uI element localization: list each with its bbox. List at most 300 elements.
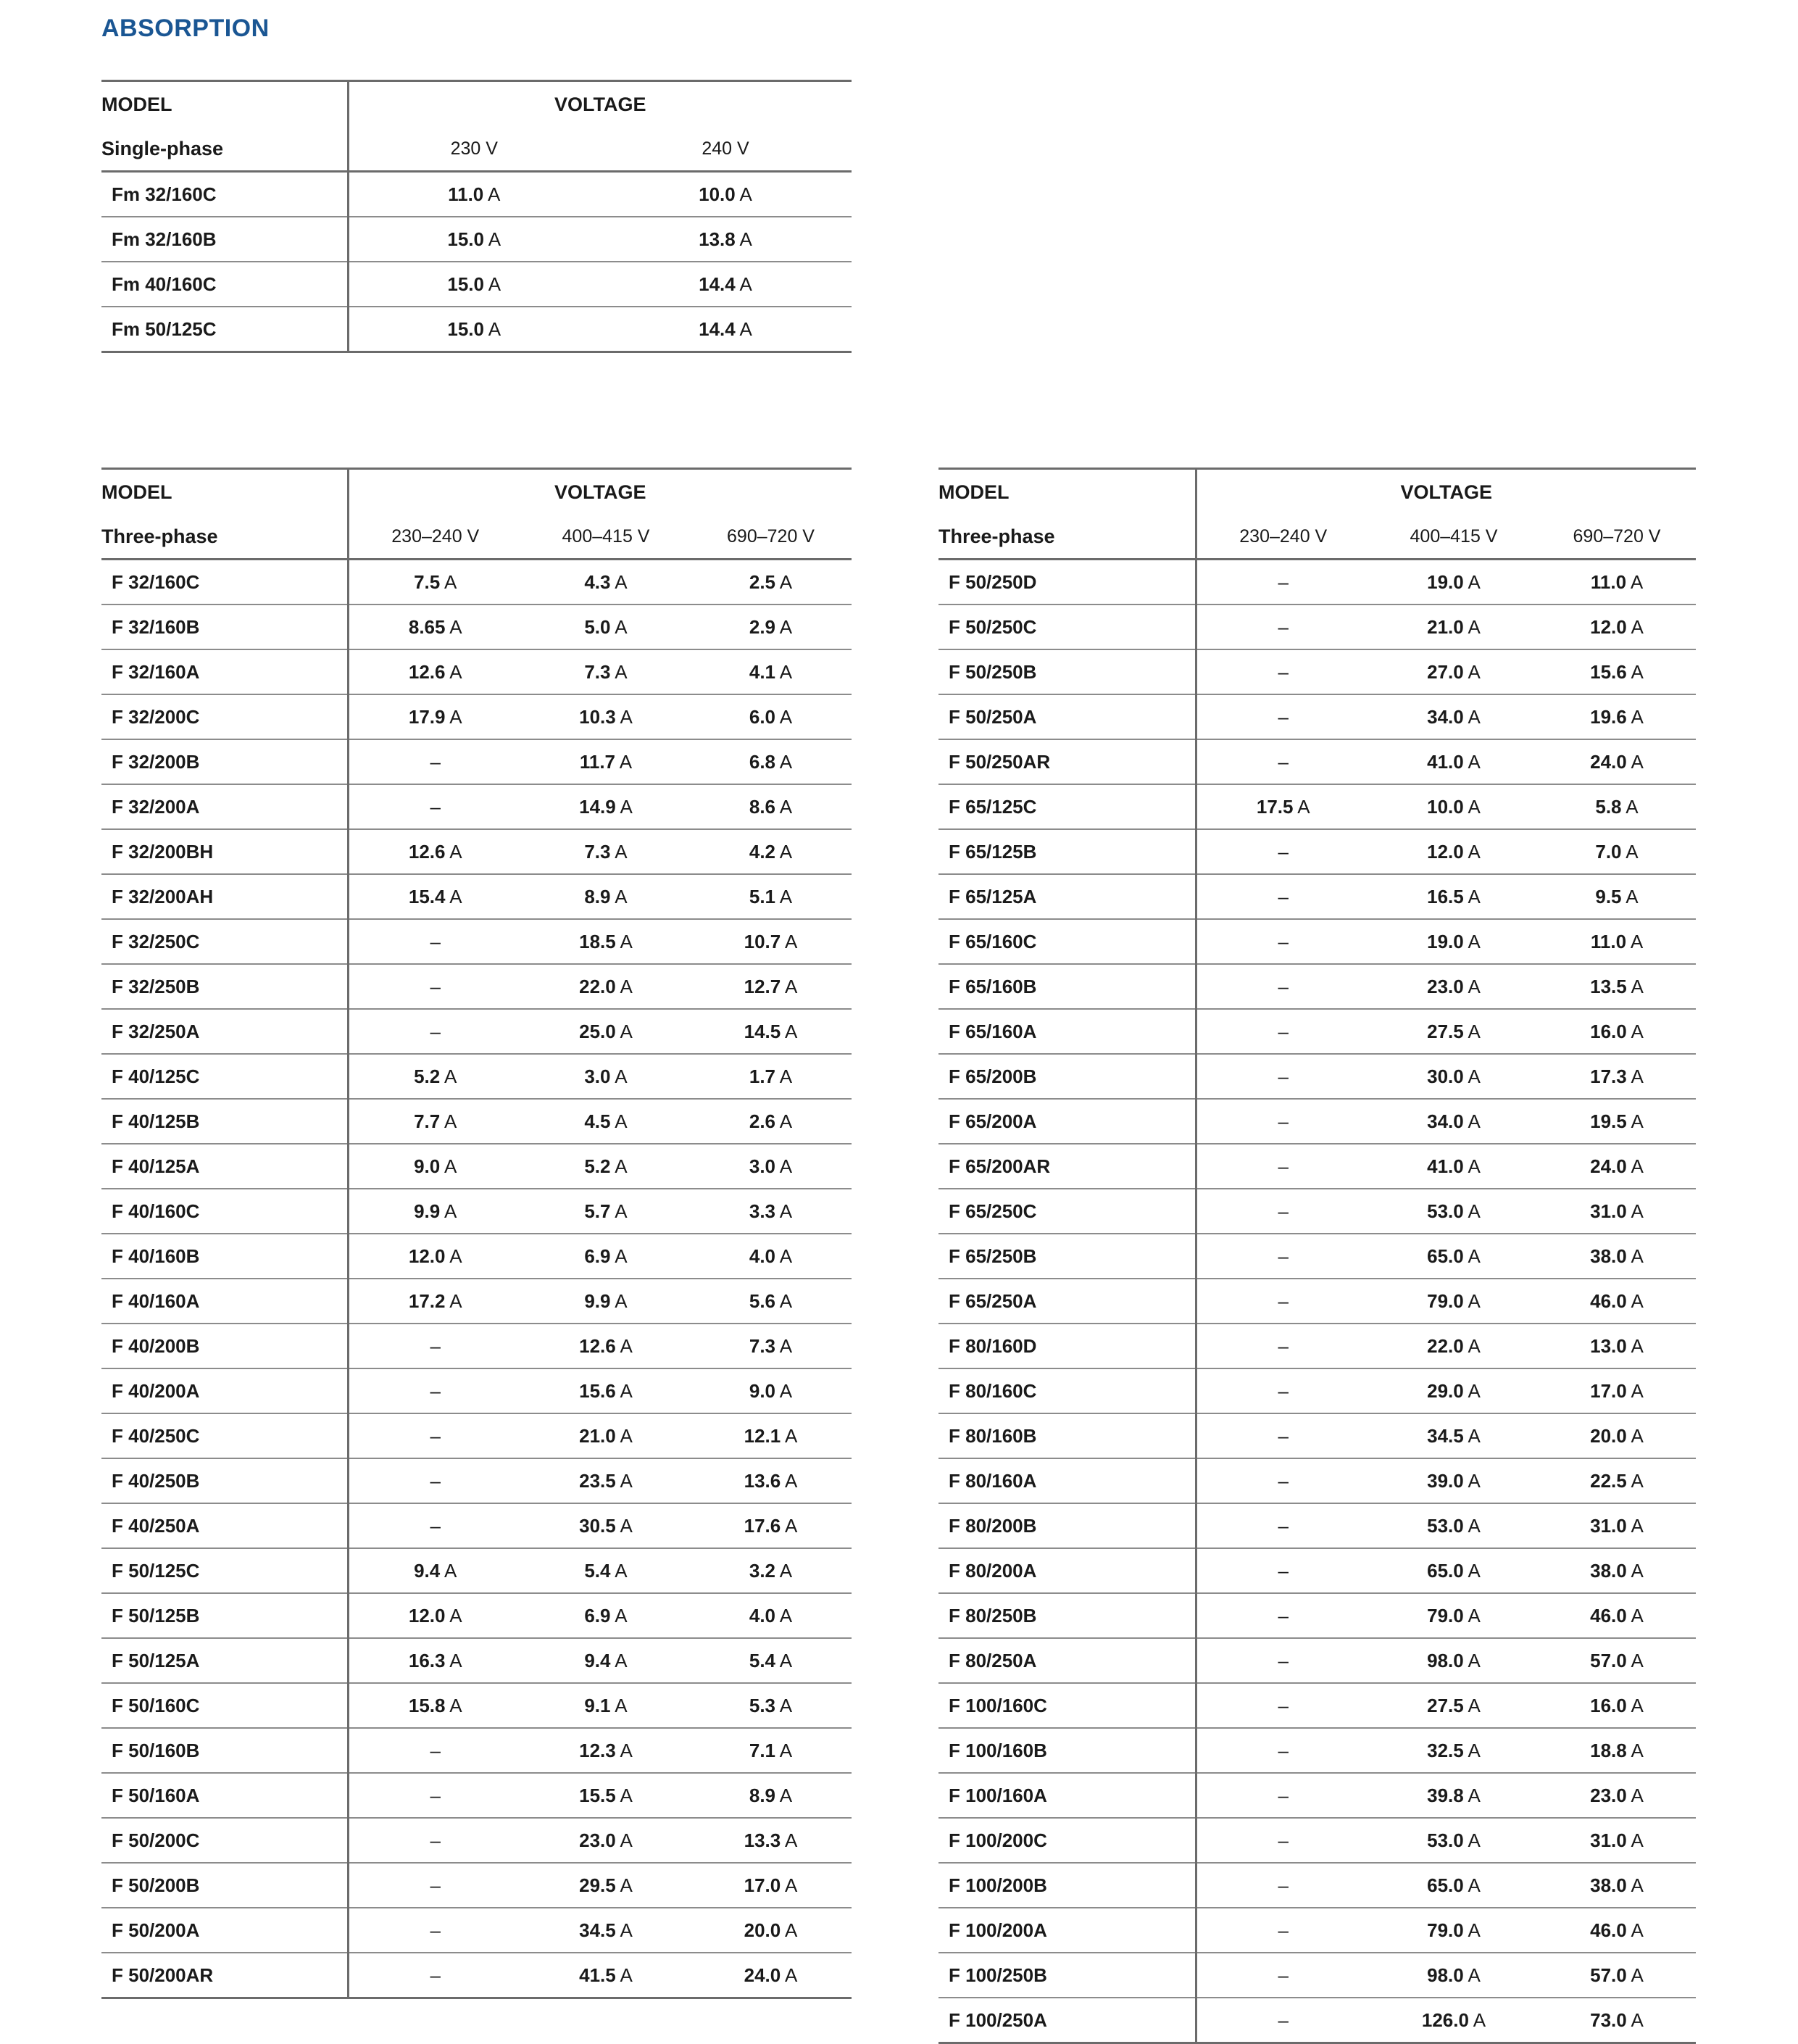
value-unit: A: [483, 228, 501, 250]
cell-model: F 50/200B: [101, 1863, 348, 1908]
table-row: [938, 1548, 1696, 1593]
cell-absorption-value: [522, 1189, 690, 1234]
value-unit: A: [1621, 885, 1639, 907]
value-number: 5.2: [584, 1155, 611, 1177]
value-number: 30.0: [1427, 1065, 1464, 1087]
cell-absorption-value: [599, 172, 852, 217]
value-number: 5.4: [749, 1649, 776, 1671]
value-not-available: –: [1278, 885, 1289, 907]
cell-absorption-value: [1196, 1458, 1370, 1503]
cell-absorption-value: [348, 784, 522, 829]
value-not-available: –: [430, 1334, 441, 1357]
table-row: [938, 1998, 1696, 2043]
cell-absorption-value: [1538, 1054, 1696, 1099]
three-phase-left-table-body: [101, 469, 852, 1998]
cell-absorption-value: [522, 829, 690, 874]
value-number: 14.5: [744, 1020, 781, 1042]
value-number: 15.6: [579, 1379, 616, 1402]
cell-model: F 80/200A: [938, 1548, 1196, 1593]
value-number: 30.5: [579, 1514, 616, 1537]
cell-absorption-value: [348, 1683, 522, 1728]
value-unit: A: [615, 1334, 633, 1357]
value-number: 12.1: [744, 1424, 781, 1447]
cell-absorption-value: [522, 1009, 690, 1054]
cell-absorption-value: [1196, 1413, 1370, 1458]
cell-model: F 100/160B: [938, 1728, 1196, 1773]
table-subheader-row: [101, 127, 852, 172]
value-unit: A: [615, 930, 633, 952]
value-unit: A: [610, 1110, 628, 1132]
value-unit: A: [483, 317, 501, 340]
cell-model: F 65/125A: [938, 874, 1196, 919]
value-number: 12.6: [408, 660, 446, 683]
value-unit: A: [735, 317, 752, 340]
cell-absorption-value: [1196, 919, 1370, 964]
value-unit: A: [775, 750, 793, 773]
value-number: 19.0: [1427, 570, 1464, 593]
cell-absorption-value: [348, 172, 599, 217]
value-unit: A: [610, 615, 628, 638]
value-unit: A: [1626, 705, 1644, 728]
value-unit: A: [440, 1559, 457, 1582]
value-number: 13.8: [699, 228, 736, 250]
value-unit: A: [1626, 2008, 1644, 2031]
value-number: 7.5: [414, 570, 441, 593]
table-row: [938, 1503, 1696, 1548]
cell-model: F 80/250A: [938, 1638, 1196, 1683]
cell-absorption-value: [348, 1773, 522, 1818]
value-unit: A: [610, 840, 628, 863]
cell-absorption-value: [690, 1818, 852, 1863]
table-row: [101, 307, 852, 352]
table-row: [938, 1863, 1696, 1908]
value-number: 7.3: [584, 840, 611, 863]
value-unit: A: [440, 1110, 457, 1132]
cell-model: F 65/160A: [938, 1009, 1196, 1054]
cell-absorption-value: [522, 605, 690, 649]
cell-absorption-value: [348, 1009, 522, 1054]
cell-model: F 32/250B: [101, 964, 348, 1009]
cell-absorption-value: [522, 919, 690, 964]
cell-absorption-value: [1196, 1234, 1370, 1279]
cell-absorption-value: [1538, 739, 1696, 784]
cell-absorption-value: [348, 1863, 522, 1908]
value-unit: A: [445, 840, 462, 863]
cell-absorption-value: [690, 1548, 852, 1593]
value-unit: A: [1463, 1424, 1481, 1447]
value-number: 65.0: [1427, 1874, 1464, 1896]
value-unit: A: [615, 795, 633, 818]
table-row: [101, 1413, 852, 1458]
value-number: 12.0: [1590, 615, 1627, 638]
value-number: 13.6: [744, 1469, 781, 1492]
value-number: 98.0: [1427, 1649, 1464, 1671]
cell-model: F 100/250B: [938, 1953, 1196, 1998]
value-not-available: –: [430, 1784, 441, 1806]
cell-absorption-value: [1538, 919, 1696, 964]
value-not-available: –: [1278, 1604, 1289, 1627]
cell-absorption-value: [522, 560, 690, 605]
value-unit: A: [775, 1559, 793, 1582]
value-not-available: –: [1278, 2008, 1289, 2031]
value-unit: A: [1463, 1020, 1481, 1042]
table-row: [101, 1189, 852, 1234]
table-row: [938, 1638, 1696, 1683]
value-unit: A: [775, 1065, 793, 1087]
cell-absorption-value: [1370, 1503, 1538, 1548]
value-unit: A: [1468, 2008, 1486, 2031]
value-not-available: –: [1278, 1424, 1289, 1447]
subheader-phase: Three-phase: [101, 515, 348, 560]
value-number: 10.7: [744, 930, 781, 952]
cell-absorption-value: [348, 1908, 522, 1953]
value-not-available: –: [1278, 1919, 1289, 1941]
value-unit: A: [1626, 1379, 1644, 1402]
cell-absorption-value: [522, 1054, 690, 1099]
value-unit: A: [440, 1155, 457, 1177]
cell-absorption-value: [522, 1099, 690, 1144]
value-unit: A: [1463, 1200, 1481, 1222]
value-number: 19.6: [1590, 705, 1627, 728]
value-number: 5.3: [749, 1694, 776, 1716]
cell-absorption-value: [522, 1503, 690, 1548]
cell-model: F 65/250C: [938, 1189, 1196, 1234]
table-row: [101, 1593, 852, 1638]
cell-absorption-value: [1538, 1503, 1696, 1548]
value-unit: A: [781, 1514, 798, 1537]
value-unit: A: [781, 1919, 798, 1941]
value-not-available: –: [430, 930, 441, 952]
value-number: 17.5: [1256, 795, 1294, 818]
table-row: [101, 1863, 852, 1908]
value-unit: A: [1626, 1245, 1644, 1267]
value-not-available: –: [1278, 1020, 1289, 1042]
value-number: 6.9: [584, 1245, 611, 1267]
cell-model: F 100/200A: [938, 1908, 1196, 1953]
cell-model: Fm 40/160C: [101, 262, 348, 307]
value-unit: A: [775, 705, 793, 728]
value-unit: A: [775, 840, 793, 863]
value-number: 23.0: [1590, 1784, 1627, 1806]
table-row: [938, 1728, 1696, 1773]
cell-absorption-value: [1538, 560, 1696, 605]
cell-absorption-value: [599, 307, 852, 352]
cell-absorption-value: [1538, 784, 1696, 829]
cell-model: F 80/160A: [938, 1458, 1196, 1503]
cell-absorption-value: [1538, 964, 1696, 1009]
cell-absorption-value: [1370, 1324, 1538, 1368]
table-row: [101, 649, 852, 694]
value-number: 41.5: [579, 1964, 616, 1986]
table-row: [938, 605, 1696, 649]
value-not-available: –: [1278, 1334, 1289, 1357]
value-unit: A: [1626, 1334, 1644, 1357]
value-unit: A: [1626, 1604, 1644, 1627]
table-row: [101, 605, 852, 649]
cell-absorption-value: [1538, 1593, 1696, 1638]
cell-model: F 65/125C: [938, 784, 1196, 829]
cell-absorption-value: [1196, 1503, 1370, 1548]
cell-absorption-value: [1196, 1189, 1370, 1234]
value-unit: A: [1621, 840, 1639, 863]
value-unit: A: [445, 705, 462, 728]
value-number: 12.3: [579, 1739, 616, 1761]
value-not-available: –: [1278, 975, 1289, 997]
cell-absorption-value: [348, 1728, 522, 1773]
cell-absorption-value: [690, 1683, 852, 1728]
value-unit: A: [735, 273, 752, 295]
cell-model: F 40/200B: [101, 1324, 348, 1368]
table-row: [101, 1953, 852, 1998]
value-unit: A: [615, 975, 633, 997]
value-number: 25.0: [579, 1020, 616, 1042]
value-number: 16.3: [408, 1649, 446, 1671]
cell-absorption-value: [522, 874, 690, 919]
cell-model: F 32/250A: [101, 1009, 348, 1054]
cell-absorption-value: [690, 1009, 852, 1054]
value-unit: A: [1626, 930, 1644, 952]
value-not-available: –: [1278, 1649, 1289, 1671]
cell-absorption-value: [522, 649, 690, 694]
cell-model: F 40/200A: [101, 1368, 348, 1413]
value-not-available: –: [1278, 1289, 1289, 1312]
value-number: 8.6: [749, 795, 776, 818]
cell-absorption-value: [522, 1683, 690, 1728]
table-row: [101, 874, 852, 919]
cell-absorption-value: [1370, 919, 1538, 964]
cell-model: F 50/250D: [938, 560, 1196, 605]
value-number: 9.0: [749, 1379, 776, 1402]
cell-absorption-value: [1370, 1998, 1538, 2043]
cell-absorption-value: [1370, 649, 1538, 694]
cell-absorption-value: [599, 217, 852, 262]
table-row: [938, 829, 1696, 874]
value-unit: A: [445, 615, 462, 638]
value-unit: A: [1626, 615, 1644, 638]
cell-model: F 40/250A: [101, 1503, 348, 1548]
cell-absorption-value: [1538, 1324, 1696, 1368]
cell-absorption-value: [348, 1099, 522, 1144]
value-number: 65.0: [1427, 1559, 1464, 1582]
cell-model: F 100/200C: [938, 1818, 1196, 1863]
value-not-available: –: [430, 1874, 441, 1896]
value-unit: A: [1626, 660, 1644, 683]
cell-absorption-value: [1196, 784, 1370, 829]
value-number: 7.1: [749, 1739, 776, 1761]
value-not-available: –: [430, 1964, 441, 1986]
value-unit: A: [1463, 1514, 1481, 1537]
cell-absorption-value: [690, 739, 852, 784]
value-number: 39.0: [1427, 1469, 1464, 1492]
cell-absorption-value: [1538, 1009, 1696, 1054]
header-voltage: VOLTAGE: [1196, 469, 1696, 515]
value-number: 12.6: [408, 840, 446, 863]
cell-absorption-value: [522, 1458, 690, 1503]
value-not-available: –: [1278, 1784, 1289, 1806]
cell-absorption-value: [348, 605, 522, 649]
cell-absorption-value: [522, 1863, 690, 1908]
value-number: 32.5: [1427, 1739, 1464, 1761]
value-number: 11.7: [579, 750, 616, 773]
cell-absorption-value: [690, 1413, 852, 1458]
value-number: 57.0: [1590, 1649, 1627, 1671]
cell-absorption-value: [1538, 1413, 1696, 1458]
value-number: 4.5: [584, 1110, 611, 1132]
value-unit: A: [775, 1379, 793, 1402]
value-unit: A: [775, 1739, 793, 1761]
value-unit: A: [610, 1289, 628, 1312]
cell-absorption-value: [690, 1458, 852, 1503]
value-number: 11.0: [1590, 570, 1627, 593]
cell-absorption-value: [348, 262, 599, 307]
value-unit: A: [1621, 795, 1639, 818]
cell-absorption-value: [1538, 1953, 1696, 1998]
value-not-available: –: [430, 750, 441, 773]
value-unit: A: [1463, 1829, 1481, 1851]
value-unit: A: [1626, 1110, 1644, 1132]
table-row: [938, 1458, 1696, 1503]
value-not-available: –: [1278, 1739, 1289, 1761]
cell-absorption-value: [690, 919, 852, 964]
cell-absorption-value: [522, 1908, 690, 1953]
value-not-available: –: [1278, 1874, 1289, 1896]
value-unit: A: [610, 1065, 628, 1087]
value-unit: A: [1626, 1469, 1644, 1492]
value-number: 9.4: [414, 1559, 441, 1582]
cell-absorption-value: [1196, 1099, 1370, 1144]
cell-absorption-value: [1370, 1683, 1538, 1728]
header-voltage: VOLTAGE: [348, 81, 852, 128]
value-unit: A: [1463, 1379, 1481, 1402]
value-not-available: –: [1278, 1469, 1289, 1492]
value-not-available: –: [430, 1424, 441, 1447]
cell-absorption-value: [1370, 1054, 1538, 1099]
value-not-available: –: [1278, 1155, 1289, 1177]
value-unit: A: [610, 885, 628, 907]
value-unit: A: [483, 273, 501, 295]
value-number: 29.5: [579, 1874, 616, 1896]
cell-absorption-value: [690, 1368, 852, 1413]
value-number: 4.1: [749, 660, 776, 683]
cell-absorption-value: [522, 694, 690, 739]
value-not-available: –: [430, 975, 441, 997]
value-number: 12.6: [579, 1334, 616, 1357]
cell-absorption-value: [348, 1144, 522, 1189]
value-unit: A: [1463, 1604, 1481, 1627]
value-number: 17.0: [1590, 1379, 1627, 1402]
value-number: 8.9: [749, 1784, 776, 1806]
cell-model: F 32/200A: [101, 784, 348, 829]
cell-model: F 65/200B: [938, 1054, 1196, 1099]
table-row: [101, 1144, 852, 1189]
cell-absorption-value: [690, 964, 852, 1009]
value-number: 14.4: [699, 273, 736, 295]
cell-absorption-value: [1370, 784, 1538, 829]
value-number: 29.0: [1427, 1379, 1464, 1402]
value-number: 57.0: [1590, 1964, 1627, 1986]
cell-absorption-value: [348, 1189, 522, 1234]
value-unit: A: [1626, 1424, 1644, 1447]
value-number: 39.8: [1427, 1784, 1464, 1806]
cell-absorption-value: [522, 1548, 690, 1593]
cell-absorption-value: [348, 1638, 522, 1683]
value-unit: A: [1463, 1289, 1481, 1312]
cell-absorption-value: [522, 1593, 690, 1638]
page-title: ABSORPTION: [101, 14, 270, 42]
value-not-available: –: [1278, 1559, 1289, 1582]
value-number: 20.0: [1590, 1424, 1627, 1447]
cell-absorption-value: [1196, 1863, 1370, 1908]
cell-model: F 32/200B: [101, 739, 348, 784]
value-not-available: –: [1278, 1514, 1289, 1537]
value-unit: A: [1463, 1964, 1481, 1986]
value-unit: A: [1626, 1919, 1644, 1941]
table-row: [938, 1593, 1696, 1638]
cell-absorption-value: [1538, 1908, 1696, 1953]
value-unit: A: [615, 1829, 633, 1851]
cell-absorption-value: [1538, 1548, 1696, 1593]
cell-absorption-value: [348, 1279, 522, 1324]
cell-absorption-value: [522, 784, 690, 829]
cell-absorption-value: [1370, 1773, 1538, 1818]
table-row: [101, 1234, 852, 1279]
value-not-available: –: [1278, 615, 1289, 638]
cell-model: F 65/160C: [938, 919, 1196, 964]
cell-absorption-value: [1196, 1054, 1370, 1099]
value-number: 10.0: [1427, 795, 1464, 818]
cell-absorption-value: [522, 1144, 690, 1189]
value-number: 5.8: [1595, 795, 1622, 818]
value-number: 5.0: [584, 615, 611, 638]
value-unit: A: [775, 1604, 793, 1627]
value-number: 15.0: [447, 228, 484, 250]
subheader-voltage-690-720: 690–720 V: [690, 515, 852, 560]
cell-model: F 32/200BH: [101, 829, 348, 874]
value-not-available: –: [1278, 660, 1289, 683]
value-unit: A: [1626, 570, 1644, 593]
value-unit: A: [735, 183, 752, 205]
value-unit: A: [775, 795, 793, 818]
value-number: 10.0: [699, 183, 736, 205]
table-row: [938, 1413, 1696, 1458]
cell-model: F 40/160C: [101, 1189, 348, 1234]
subheader-voltage-240: 240 V: [599, 127, 852, 172]
header-voltage: VOLTAGE: [348, 469, 852, 515]
subheader-phase: Single-phase: [101, 127, 348, 172]
cell-absorption-value: [1196, 605, 1370, 649]
value-number: 21.0: [579, 1424, 616, 1447]
value-unit: A: [775, 1649, 793, 1671]
value-unit: A: [1463, 1469, 1481, 1492]
value-unit: A: [1626, 1155, 1644, 1177]
value-unit: A: [775, 1200, 793, 1222]
value-unit: A: [1626, 1559, 1644, 1582]
cell-absorption-value: [1196, 1548, 1370, 1593]
value-number: 27.5: [1427, 1694, 1464, 1716]
cell-absorption-value: [1370, 1189, 1538, 1234]
value-not-available: –: [1278, 1110, 1289, 1132]
table-row: [101, 919, 852, 964]
cell-absorption-value: [1538, 649, 1696, 694]
value-unit: A: [1463, 885, 1481, 907]
cell-model: F 50/125B: [101, 1593, 348, 1638]
table-row: [101, 1324, 852, 1368]
cell-model: F 32/200C: [101, 694, 348, 739]
cell-absorption-value: [348, 560, 522, 605]
value-unit: A: [1626, 1784, 1644, 1806]
cell-absorption-value: [348, 829, 522, 874]
table-row: [938, 919, 1696, 964]
